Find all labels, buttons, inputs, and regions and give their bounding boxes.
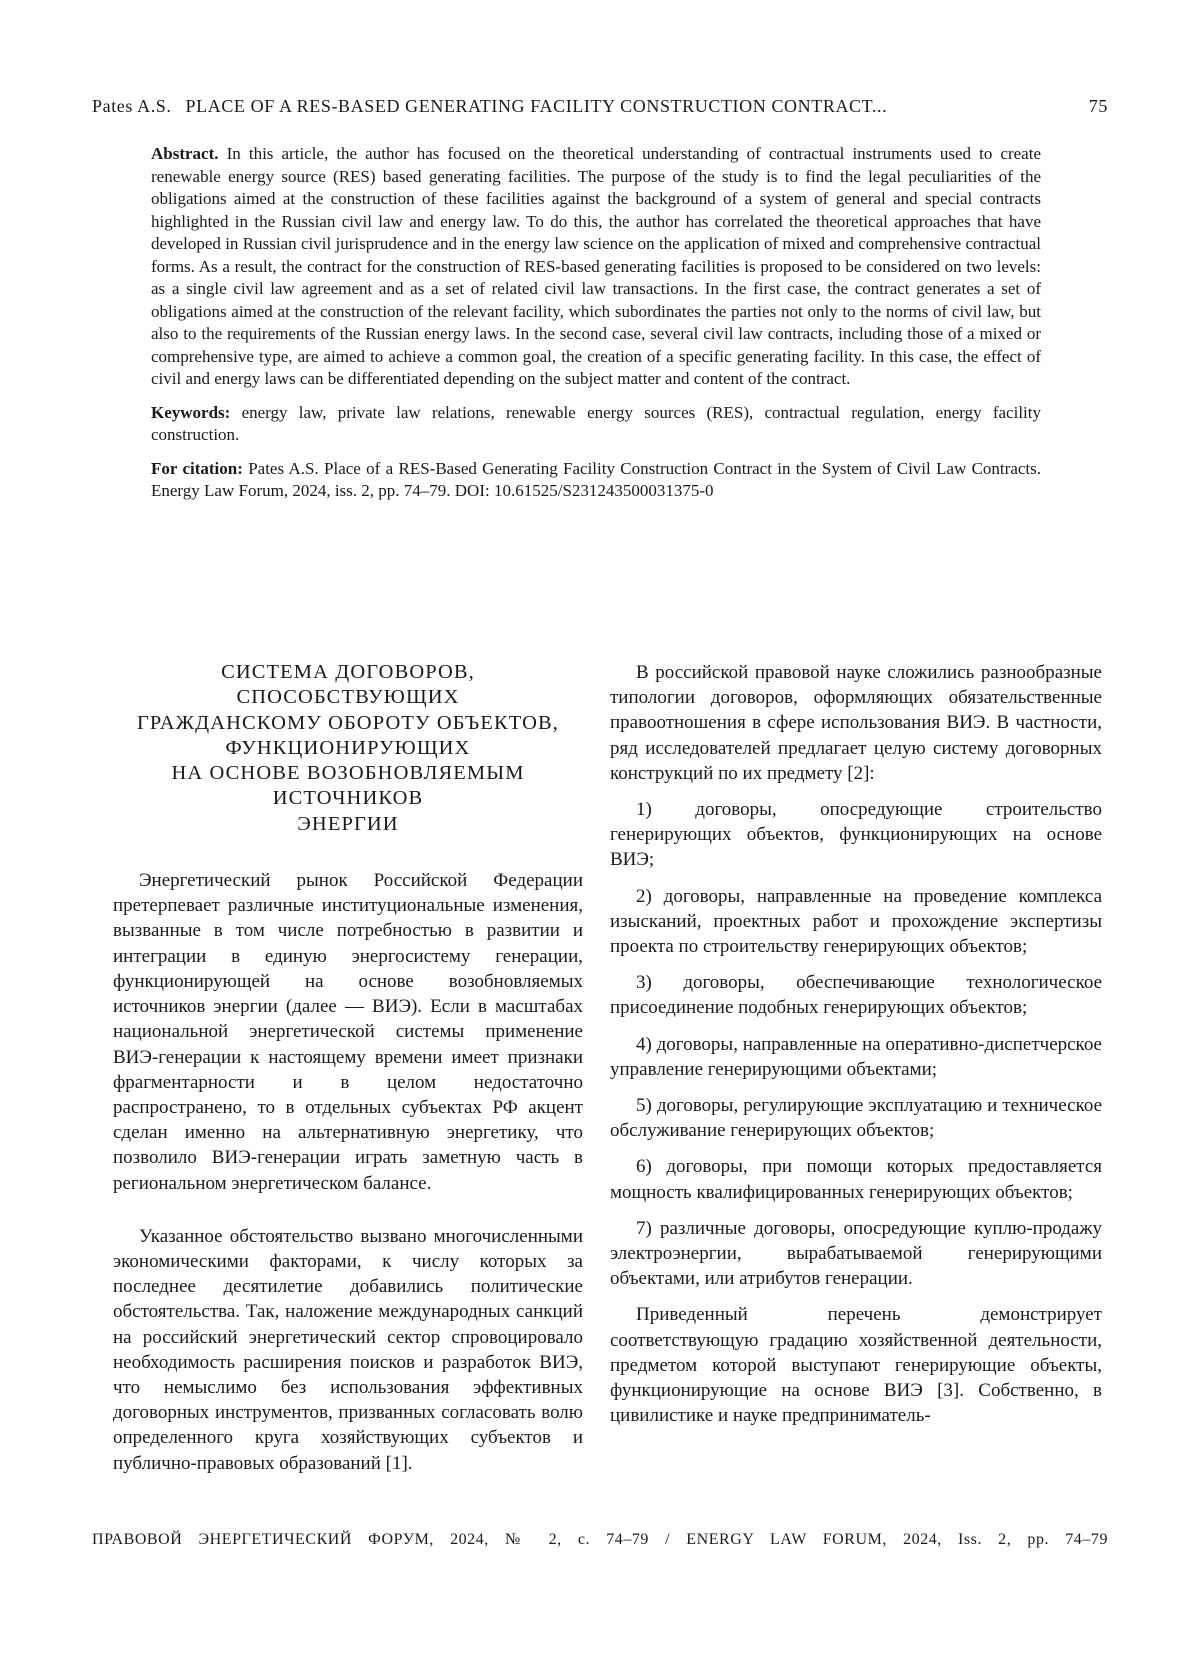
body-paragraph: Указанное обстоятельство вызвано многочисленными экономическими факторами, к числу которых за последнее десятилетие добавились политические обстоятельства. Так, наложение международных санкций на российский энергетический сектор спровоцировало необходимость расширения поисков и разработок ВИЭ, что немыслимо без использования эффективных договорных инструментов, призванных согласовать волю определенного круга хозяйствующих субъектов и публично-правовых образований [1]. <box>113 1224 583 1476</box>
running-header-left <box>92 96 887 117</box>
intro-paragraph: В российской правовой науке сложились разнообразные типологии договоров, оформляющих обязательственные правоотношения в сфере использования ВИЭ. В частности, ряд исследователей предлагает целую систему договорных конструкций по их предмету [2]: <box>610 660 1102 786</box>
journal-page <box>0 0 1200 1669</box>
keywords-label: Keywords: <box>151 403 230 422</box>
body-paragraph: Приведенный перечень демонстрирует соответствующую градацию хозяйственной деятельности, предметом которой выступают генерирующие объекты, функционирующие на основе ВИЭ [3]. Собственно, в цивилистике и науке предприниматель- <box>610 1302 1102 1428</box>
contract-list-item: 1) договоры, опосредующие строительство генерирующих объектов, функционирующих на основе ВИЭ; <box>610 797 1102 873</box>
abstract-paragraph <box>151 143 1041 391</box>
section-title-line: СИСТЕМА ДОГОВОРОВ, <box>113 660 583 685</box>
running-header <box>92 96 1108 124</box>
section-title-line: ФУНКЦИОНИРУЮЩИХ <box>113 736 583 761</box>
section-title <box>113 660 583 837</box>
contract-list-item: 4) договоры, направленные на оперативно-диспетчерское управление генерирующими объектами; <box>610 1032 1102 1082</box>
section-title-line: ИСТОЧНИКОВ <box>113 786 583 811</box>
abstract-text: In this article, the author has focused on the theoretical understanding of contractual instruments used to create renewable energy source (RES) based generating facilities. The purpose of the study is to find the legal peculiarities of the obligations aimed at the construction of these facilities against the background of a system of general and special contracts highlighted in the Russian civil law and energy law. To do this, the author has correlated the theoretical approaches that have developed in Russian civil jurisprudence and in the energy law science on the application of mixed and comprehensive contractual forms. As a result, the contract for the construction of RES-based generating facilities is proposed to be considered on two levels: as a single civil law agreement and as a set of related civil law transactions. In the first case, the contract generates a set of obligations aimed at the construction of the relevant facility, which subordinates the parties not only to the norms of civil law, but also to the requirements of the Russian energy laws. In the second case, several civil law contracts, including those of a mixed or comprehensive type, are aimed to achieve a common goal, the creation of a specific generating facility. In this case, the effect of civil and energy laws can be differentiated depending on the subject matter and content of the contract. <box>151 144 1041 388</box>
keywords-text: energy law, private law relations, renewable energy sources (RES), contractual regulation, energy facility construction. <box>151 403 1041 445</box>
abstract-label: Abstract. <box>151 144 219 163</box>
section-title-line: ГРАЖДАНСКОМУ ОБОРОТУ ОБЪЕКТОВ, <box>113 711 583 736</box>
contract-list-item: 6) договоры, при помощи которых предоставляется мощность квалифицированных генерирующих объектов; <box>610 1154 1102 1204</box>
citation-label: For citation: <box>151 459 243 478</box>
page-number: 75 <box>1089 96 1108 117</box>
citation-paragraph <box>151 458 1041 503</box>
citation-text: Pates A.S. Place of a RES-Based Generating Facility Construction Contract in the System of Civil Law Contracts. Energy Law Forum, 2024, iss. 2, pp. 74–79. DOI: 10.61525/S231243500031375-0 <box>151 459 1041 501</box>
section-title-line: НА ОСНОВЕ ВОЗОБНОВЛЯЕМЫМ <box>113 761 583 786</box>
contract-list-item: 5) договоры, регулирующие эксплуатацию и техническое обслуживание генерирующих объектов; <box>610 1093 1102 1143</box>
keywords-paragraph <box>151 402 1041 447</box>
section-title-line: ЭНЕРГИИ <box>113 812 583 837</box>
contract-list-item: 2) договоры, направленные на проведение комплекса изысканий, проектных работ и прохождение экспертизы проекта по строительству генерирующих объектов; <box>610 884 1102 960</box>
contract-list-item: 7) различные договоры, опосредующие куплю-продажу электроэнергии, вырабатываемой генерирующими объектами, или атрибутов генерации. <box>610 1216 1102 1292</box>
right-column <box>610 660 1102 1428</box>
header-title: PLACE OF A RES-BASED GENERATING FACILITY CONSTRUCTION CONTRACT... <box>186 96 888 116</box>
left-column <box>113 660 583 1476</box>
contract-list-item: 3) договоры, обеспечивающие технологическое присоединение подобных генерирующих объектов; <box>610 970 1102 1020</box>
running-footer: ПРАВОВОЙ ЭНЕРГЕТИЧЕСКИЙ ФОРУМ, 2024, № 2, с. 74–79 / ENERGY LAW FORUM, 2024, Iss. 2, pp. 74–79 <box>92 1531 1108 1549</box>
header-author: Pates A.S. <box>92 96 172 116</box>
body-paragraph: Энергетический рынок Российской Федерации претерпевает различные институциональные изменения, вызванные в том числе потребностью в развитии и интеграции в единую энергосистему генерации, функционирующей на основе возобновляемых источников энергии (далее — ВИЭ). Если в масштабах национальной энергетической системы применение ВИЭ-генерации к настоящему времени имеет признаки фрагментарности и в целом недостаточно распространено, то в отдельных субъектах РФ акцент сделан именно на альтернативную энергетику, что позволило ВИЭ-генерации играть заметную часть в региональном энергетическом балансе. <box>113 868 583 1196</box>
abstract-block <box>151 143 1041 514</box>
section-title-line: СПОСОБСТВУЮЩИХ <box>113 685 583 710</box>
